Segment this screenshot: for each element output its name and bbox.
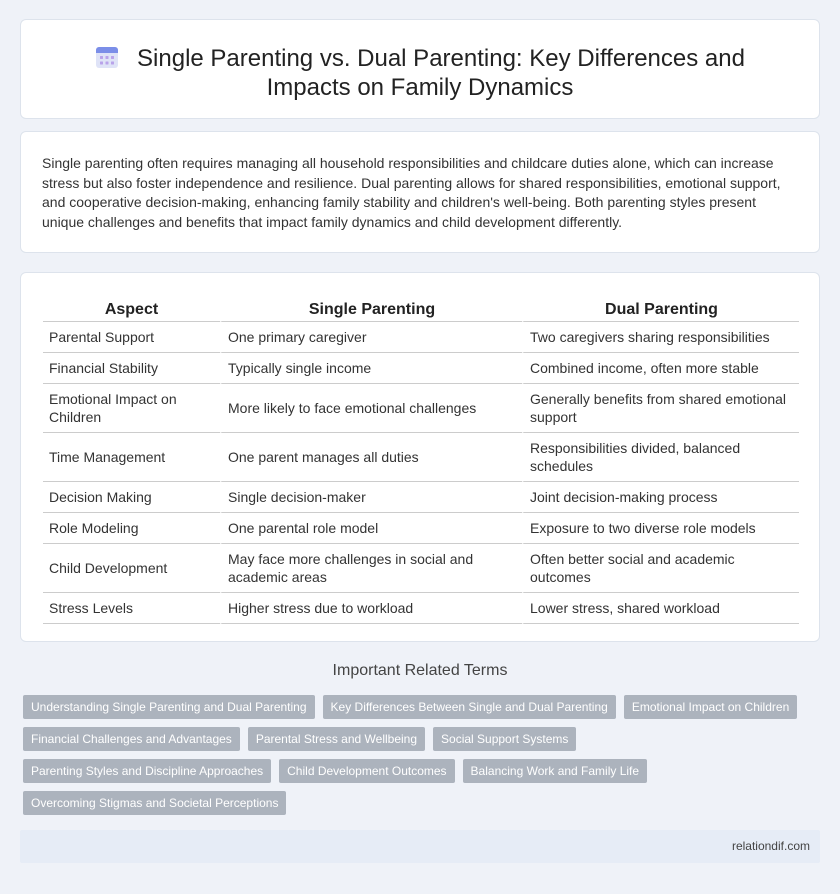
table-cell-aspect: Financial Stability <box>43 353 220 384</box>
table-cell-single: May face more challenges in social and academic areas <box>220 544 522 593</box>
table-cell-aspect: Stress Levels <box>43 593 220 624</box>
table-cell-dual: Combined income, often more stable <box>522 353 799 384</box>
table-row <box>43 384 799 433</box>
column-header-dual: Dual Parenting <box>522 295 799 322</box>
table-cell-single: Typically single income <box>220 353 522 384</box>
table-cell-dual: Two caregivers sharing responsibilities <box>522 322 799 353</box>
table-cell-single: One primary caregiver <box>220 322 522 353</box>
table-cell-single: One parent manages all duties <box>220 433 522 482</box>
table-header-row <box>43 295 799 322</box>
column-header-aspect: Aspect <box>43 295 220 322</box>
related-term-tag[interactable]: Parental Stress and Wellbeing <box>248 727 425 751</box>
related-term-tag[interactable]: Understanding Single Parenting and Dual Parenting <box>23 695 315 719</box>
table-row <box>43 593 799 624</box>
related-term-tag[interactable]: Child Development Outcomes <box>279 759 454 783</box>
table-cell-dual: Lower stress, shared workload <box>522 593 799 624</box>
related-term-tag[interactable]: Overcoming Stigmas and Societal Perceptions <box>23 791 286 815</box>
related-term-tag[interactable]: Financial Challenges and Advantages <box>23 727 240 751</box>
table-cell-dual: Joint decision-making process <box>522 482 799 513</box>
related-term-tag[interactable]: Parenting Styles and Discipline Approaches <box>23 759 271 783</box>
footer-site-link[interactable]: relationdif.com <box>731 839 810 853</box>
table-cell-aspect: Child Development <box>43 544 220 593</box>
table-cell-aspect: Parental Support <box>43 322 220 353</box>
related-term-tag[interactable]: Social Support Systems <box>433 727 576 751</box>
table-cell-single: One parental role model <box>220 513 522 544</box>
page-title <box>51 44 789 102</box>
table-cell-dual: Responsibilities divided, balanced schedules <box>522 433 799 482</box>
comparison-table <box>43 295 799 624</box>
intro-card <box>20 131 820 253</box>
table-cell-single: More likely to face emotional challenges <box>220 384 522 433</box>
comparison-table-card <box>20 272 820 642</box>
table-cell-aspect: Emotional Impact on Children <box>43 384 220 433</box>
related-terms-heading: Important Related Terms <box>332 662 508 679</box>
table-cell-aspect: Role Modeling <box>43 513 220 544</box>
related-term-tag[interactable]: Emotional Impact on Children <box>624 695 797 719</box>
table-row <box>43 353 799 384</box>
table-row <box>43 482 799 513</box>
related-terms-tags <box>23 695 813 815</box>
intro-text: Single parenting often requires managing all household responsibilities and childcare duties alone, which can increase stress but also foster independence and resilience. Dual parenting allows for shared responsibilities, emotional support, and cooperative decision-making, enhancing family stability and children's well-being. Both parenting styles present unique challenges and benefits that impact family dynamics and child development differently. <box>42 155 781 230</box>
table-row <box>43 322 799 353</box>
table-row <box>43 513 799 544</box>
table-row <box>43 544 799 593</box>
header-card <box>20 19 820 119</box>
related-term-tag[interactable]: Balancing Work and Family Life <box>463 759 648 783</box>
footer <box>20 830 820 863</box>
table-cell-aspect: Decision Making <box>43 482 220 513</box>
table-cell-single: Single decision-maker <box>220 482 522 513</box>
calendar-icon <box>95 45 119 69</box>
table-cell-dual: Exposure to two diverse role models <box>522 513 799 544</box>
table-row <box>43 433 799 482</box>
table-cell-single: Higher stress due to workload <box>220 593 522 624</box>
table-cell-dual: Often better social and academic outcomes <box>522 544 799 593</box>
column-header-single: Single Parenting <box>220 295 522 322</box>
page-title-text: Single Parenting vs. Dual Parenting: Key Differences and Impacts on Family Dynamics <box>137 45 745 101</box>
table-cell-aspect: Time Management <box>43 433 220 482</box>
table-cell-dual: Generally benefits from shared emotional support <box>522 384 799 433</box>
related-term-tag[interactable]: Key Differences Between Single and Dual Parenting <box>323 695 616 719</box>
